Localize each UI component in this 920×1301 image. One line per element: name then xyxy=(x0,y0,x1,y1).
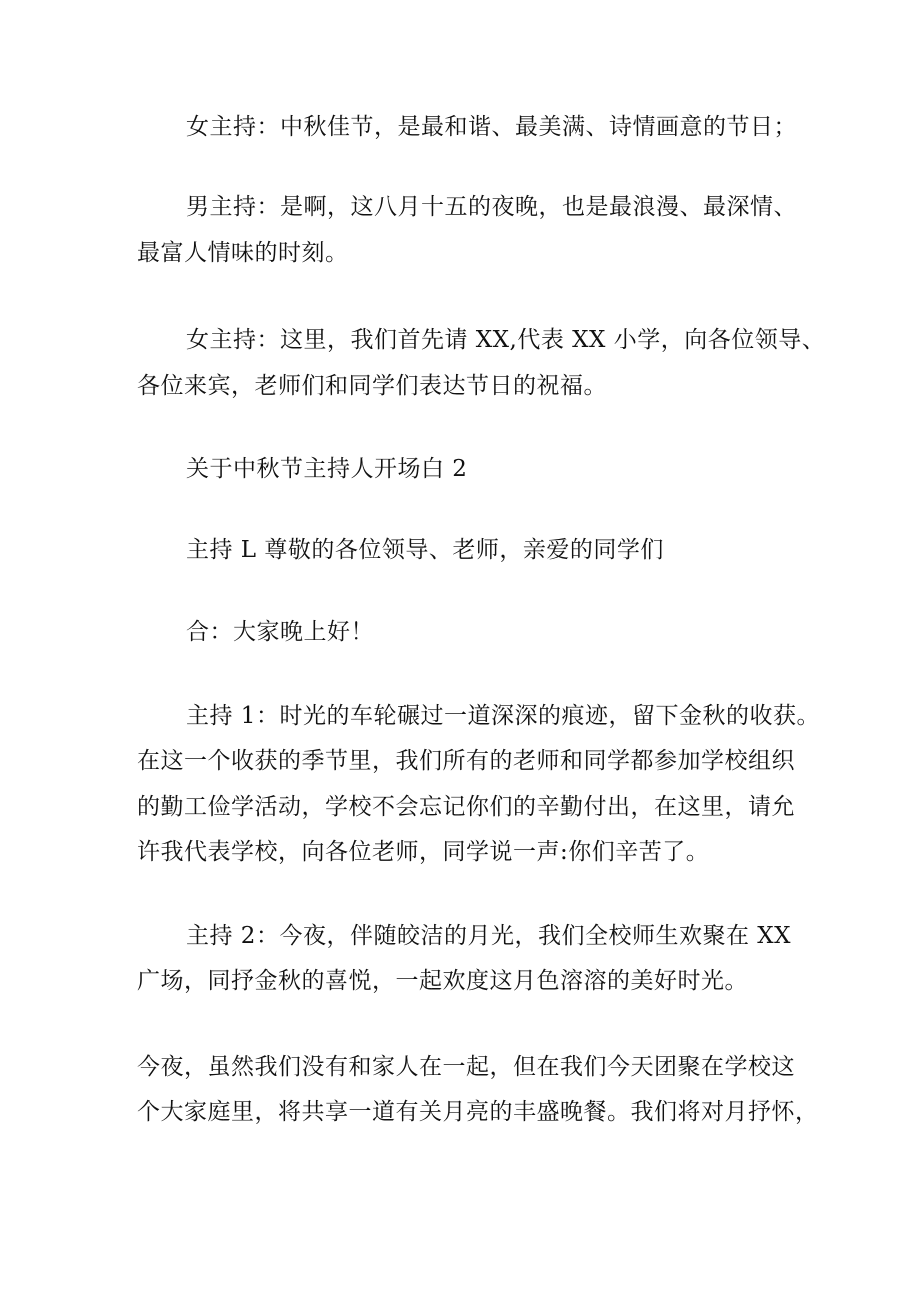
paragraph-6-line-1: 合：大家晚上好！ xyxy=(186,619,374,645)
section-heading: 关于中秋节主持人开场白 2 xyxy=(186,456,468,482)
paragraph-9-line-2: 个大家庭里，将共享一道有关月亮的丰盛晚餐。我们将对月抒怀， xyxy=(137,1099,819,1125)
paragraph-5-line-1: 主持 L 尊敬的各位领导、老师，亲爱的同学们 xyxy=(186,537,664,563)
paragraph-3-line-2: 各位来宾，老师们和同学们表达节日的祝福。 xyxy=(137,373,607,399)
paragraph-2-line-2: 最富人情味的时刻。 xyxy=(137,240,349,266)
paragraph-9-line-1: 今夜，虽然我们没有和家人在一起，但在我们今天团聚在学校这 xyxy=(137,1054,795,1080)
paragraph-7-line-4: 许我代表学校，向各位老师，同学说一声:你们辛苦了。 xyxy=(137,839,710,865)
paragraph-8-line-2: 广场，同抒金秋的喜悦，一起欢度这月色溶溶的美好时光。 xyxy=(137,968,748,994)
paragraph-1-line-1: 女主持：中秋佳节，是最和谐、最美满、诗情画意的节日； xyxy=(186,114,797,140)
paragraph-2-line-1: 男主持：是啊，这八月十五的夜晚，也是最浪漫、最深情、 xyxy=(186,194,797,220)
paragraph-3-line-1: 女主持：这里，我们首先请 XX,代表 XX 小学，向各位领导、 xyxy=(186,327,826,353)
paragraph-7-line-2: 在这一个收获的季节里，我们所有的老师和同学都参加学校组织 xyxy=(137,748,795,774)
paragraph-8-line-1: 主持 2：今夜，伴随皎洁的月光，我们全校师生欢聚在 XX xyxy=(186,923,792,949)
paragraph-7-line-1: 主持 1：时光的车轮碾过一道深深的痕迹，留下金秋的收获。 xyxy=(186,703,820,729)
paragraph-7-line-3: 的勤工俭学活动，学校不会忘记你们的辛勤付出，在这里，请允 xyxy=(137,794,795,820)
